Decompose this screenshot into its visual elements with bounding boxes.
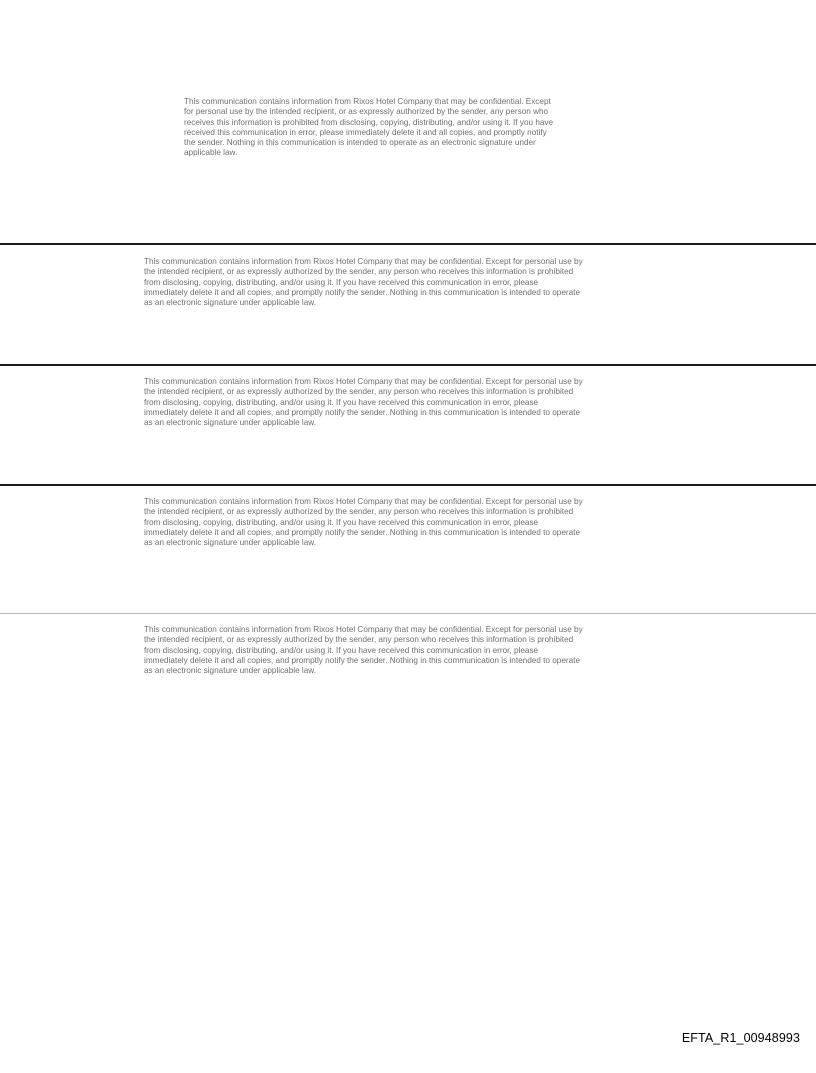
section-divider xyxy=(0,484,816,486)
confidentiality-disclaimer: This communication contains information from Rixos Hotel Company that may be confidential. Except for personal use by the intended recipient, or as expressly authorized by the sender, any person who receives this information is prohibited from disclosing, copying, distributing, and/or using it. If you have received this communication in error, please immediately delete it and all copies, and promptly notify the sender. Nothing in this communication is intended to operate as an electronic signature under applicable law. xyxy=(144,497,583,548)
confidentiality-disclaimer: This communication contains information from Rixos Hotel Company that may be confidential. Except for personal use by the intended recipient, or as expressly authorized by the sender, any person who receives this information is prohibited from disclosing, copying, distributing, and/or using it. If you have received this communication in error, please immediately delete it and all copies, and promptly notify the sender. Nothing in this communication is intended to operate as an electronic signature under applicable law. xyxy=(184,97,554,158)
confidentiality-disclaimer: This communication contains information from Rixos Hotel Company that may be confidential. Except for personal use by the intended recipient, or as expressly authorized by the sender, any person who receives this information is prohibited from disclosing, copying, distributing, and/or using it. If you have received this communication in error, please immediately delete it and all copies, and promptly notify the sender. Nothing in this communication is intended to operate as an electronic signature under applicable law. xyxy=(144,377,583,428)
section-divider xyxy=(0,243,816,245)
section-divider-light xyxy=(0,613,816,614)
confidentiality-disclaimer: This communication contains information from Rixos Hotel Company that may be confidential. Except for personal use by the intended recipient, or as expressly authorized by the sender, any person who receives this information is prohibited from disclosing, copying, distributing, and/or using it. If you have received this communication in error, please immediately delete it and all copies, and promptly notify the sender. Nothing in this communication is intended to operate as an electronic signature under applicable law. xyxy=(144,625,583,676)
confidentiality-disclaimer: This communication contains information from Rixos Hotel Company that may be confidential. Except for personal use by the intended recipient, or as expressly authorized by the sender, any person who receives this information is prohibited from disclosing, copying, distributing, and/or using it. If you have received this communication in error, please immediately delete it and all copies, and promptly notify the sender. Nothing in this communication is intended to operate as an electronic signature under applicable law. xyxy=(144,257,583,308)
document-id: EFTA_R1_00948993 xyxy=(681,1031,800,1045)
section-divider xyxy=(0,364,816,366)
